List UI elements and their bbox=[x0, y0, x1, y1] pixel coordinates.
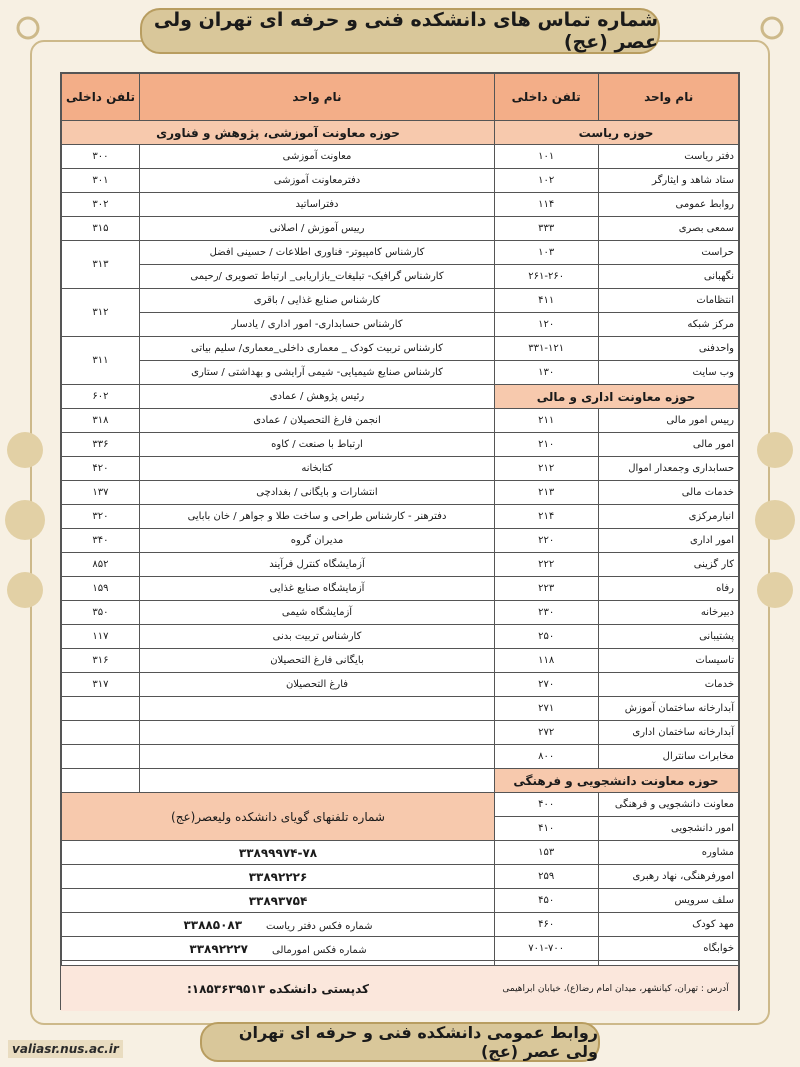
extension-number: ۸۰۰ bbox=[494, 745, 599, 769]
unit-name: رئیس پژوهش / عمادی bbox=[139, 385, 494, 409]
unit-name: آزمایشگاه صنایع غذایی bbox=[139, 577, 494, 601]
unit-name: امور دانشجویی bbox=[599, 817, 739, 841]
unit-name: کارشناس تربیت بدنی bbox=[139, 625, 494, 649]
extension-number: ۳۱۶ bbox=[62, 649, 140, 673]
unit-name: سمعی بصری bbox=[599, 217, 739, 241]
empty-cell bbox=[139, 745, 494, 769]
extension-number: ۳۳۳ bbox=[494, 217, 599, 241]
unit-name: خدمات bbox=[599, 673, 739, 697]
unit-name: حراست bbox=[599, 241, 739, 265]
empty-row bbox=[62, 721, 495, 745]
unit-name: آبدارخانه ساختمان آموزش bbox=[599, 697, 739, 721]
table-row bbox=[62, 289, 495, 313]
address-row bbox=[493, 965, 739, 1011]
extension-number: ۴۱۰ bbox=[494, 817, 599, 841]
site-watermark[interactable]: valiasr.nus.ac.ir bbox=[8, 1040, 123, 1058]
voice-title: شماره تلفنهای گویای دانشکده ولیعصر(عج) bbox=[62, 793, 495, 841]
unit-name: انبارمرکزی bbox=[599, 505, 739, 529]
table-row bbox=[62, 577, 495, 601]
table-row bbox=[62, 241, 495, 265]
unit-name: کارشناس تربیت کودک _ معماری داخلی_معماری/ سلیم بیاتی bbox=[139, 337, 494, 361]
unit-name: امور اداری bbox=[599, 529, 739, 553]
unit-name: واحدفنی bbox=[599, 337, 739, 361]
table-row bbox=[494, 745, 739, 769]
extension-number: ۲۱۰ bbox=[494, 433, 599, 457]
extension-number: ۲۱۲ bbox=[494, 457, 599, 481]
table-row bbox=[62, 673, 495, 697]
unit-name: کار گزینی bbox=[599, 553, 739, 577]
unit-name: روابط عمومی bbox=[599, 193, 739, 217]
table-row bbox=[494, 889, 739, 913]
unit-name: آزمایشگاه کنترل فرآیند bbox=[139, 553, 494, 577]
section-row bbox=[494, 385, 739, 409]
empty-cell bbox=[62, 745, 140, 769]
extension-number: ۳۱۵ bbox=[62, 217, 140, 241]
unit-name: ستاد شاهد و ایثارگر bbox=[599, 169, 739, 193]
table-row bbox=[494, 553, 739, 577]
table-row bbox=[62, 145, 495, 169]
table-row bbox=[494, 193, 739, 217]
unit-name: مشاوره bbox=[599, 841, 739, 865]
extension-number: ۲۲۰ bbox=[494, 529, 599, 553]
extension-number: ۲۵۰ bbox=[494, 625, 599, 649]
extension-number: ۲۶۱-۲۶۰ bbox=[494, 265, 599, 289]
fax-row bbox=[62, 937, 495, 961]
extension-number: ۱۲۰ bbox=[494, 313, 599, 337]
table-row bbox=[494, 145, 739, 169]
empty-cell bbox=[62, 769, 140, 793]
empty-row bbox=[62, 697, 495, 721]
table-row bbox=[494, 817, 739, 841]
unit-name: کارشناس صنایع شیمیایی- شیمی آرایشی و بهداشتی / ستاری bbox=[139, 361, 494, 385]
extension-number: ۳۱۷ bbox=[62, 673, 140, 697]
unit-name: معاونت آموزشی bbox=[139, 145, 494, 169]
extension-number: ۳۲۰ bbox=[62, 505, 140, 529]
extension-number: ۳۳۶ bbox=[62, 433, 140, 457]
table-row bbox=[494, 433, 739, 457]
table-row bbox=[494, 601, 739, 625]
section-title: حوزه ریاست bbox=[494, 121, 739, 145]
section-title: حوزه معاونت اداری و مالی bbox=[494, 385, 739, 409]
section-title: حوزه معاونت آموزشی، پژوهش و فناوری bbox=[62, 121, 495, 145]
extension-number: ۱۰۲ bbox=[494, 169, 599, 193]
voice-number: ۳۳۸۹۹۹۷۴-۷۸ bbox=[62, 841, 495, 865]
empty-cell bbox=[139, 769, 494, 793]
table-row bbox=[494, 673, 739, 697]
table-row bbox=[494, 481, 739, 505]
extension-number: ۳۱۳ bbox=[62, 241, 140, 289]
extension-number: ۴۰۰ bbox=[494, 793, 599, 817]
extension-number: ۲۱۴ bbox=[494, 505, 599, 529]
table-row bbox=[62, 385, 495, 409]
unit-name: دفترمعاونت آموزشی bbox=[139, 169, 494, 193]
extension-number: ۸۵۲ bbox=[62, 553, 140, 577]
unit-name: امور مالی bbox=[599, 433, 739, 457]
unit-name: نگهبانی bbox=[599, 265, 739, 289]
fax-cell bbox=[62, 913, 495, 937]
postal-code-row bbox=[61, 965, 495, 1011]
table-row bbox=[62, 169, 495, 193]
section-row bbox=[494, 121, 739, 145]
fax-number: ۳۳۸۹۲۲۲۷ bbox=[189, 941, 248, 956]
table-row bbox=[62, 337, 495, 361]
table-row bbox=[494, 361, 739, 385]
unit-name: انتظامات bbox=[599, 289, 739, 313]
empty-cell bbox=[62, 697, 140, 721]
left-table bbox=[61, 73, 495, 985]
side-ornament-icon bbox=[0, 420, 50, 620]
unit-name: وب سایت bbox=[599, 361, 739, 385]
contact-sheet bbox=[60, 72, 740, 1010]
table-row bbox=[494, 625, 739, 649]
extension-number: ۴۶۰ bbox=[494, 913, 599, 937]
table-row bbox=[494, 793, 739, 817]
table-row bbox=[62, 625, 495, 649]
extension-number: ۱۱۸ bbox=[494, 649, 599, 673]
unit-name: دفترهنر - کارشناس طراحی و ساخت طلا و جواهر / خان بابایی bbox=[139, 505, 494, 529]
extension-number: ۲۲۲ bbox=[494, 553, 599, 577]
extension-number: ۲۱۳ bbox=[494, 481, 599, 505]
table-row bbox=[62, 529, 495, 553]
unit-name: معاونت دانشجویی و فرهنگی bbox=[599, 793, 739, 817]
extension-number: ۱۵۳ bbox=[494, 841, 599, 865]
extension-number: ۳۳۱-۱۲۱ bbox=[494, 337, 599, 361]
extension-number: ۲۷۱ bbox=[494, 697, 599, 721]
unit-name: کارشناس صنایع غذایی / باقری bbox=[139, 289, 494, 313]
unit-name: دبیرخانه bbox=[599, 601, 739, 625]
table-row bbox=[62, 433, 495, 457]
extension-number: ۱۳۷ bbox=[62, 481, 140, 505]
section-title: حوزه معاونت دانشجویی و فرهنگی bbox=[494, 769, 739, 793]
empty-cell bbox=[139, 697, 494, 721]
fax-row bbox=[62, 913, 495, 937]
right-table bbox=[493, 73, 739, 985]
table-row bbox=[494, 913, 739, 937]
extension-number: ۲۳۰ bbox=[494, 601, 599, 625]
table-row bbox=[62, 649, 495, 673]
voice-title-row bbox=[62, 793, 495, 841]
table-row bbox=[494, 265, 739, 289]
table-row bbox=[62, 505, 495, 529]
extension-number: ۳۰۱ bbox=[62, 169, 140, 193]
table-row bbox=[494, 505, 739, 529]
corner-ornament-icon bbox=[752, 8, 792, 48]
voice-number-row bbox=[62, 889, 495, 913]
phone-header: تلفن داخلی bbox=[494, 74, 599, 121]
footer-banner bbox=[200, 1022, 600, 1062]
unit-name: کارشناس کامپیوتر- فناوری اطلاعات / حسینی افضل bbox=[139, 241, 494, 265]
unit-name: خوابگاه bbox=[599, 937, 739, 961]
unit-header: نام واحد bbox=[599, 74, 739, 121]
extension-number: ۳۱۸ bbox=[62, 409, 140, 433]
extension-number: ۳۴۰ bbox=[62, 529, 140, 553]
section-row bbox=[62, 121, 495, 145]
fax-number: ۳۳۸۸۵۰۸۳ bbox=[183, 917, 243, 932]
extension-number: ۳۰۰ bbox=[62, 145, 140, 169]
unit-name: مخابرات سانترال bbox=[599, 745, 739, 769]
unit-name: دفتراساتید bbox=[139, 193, 494, 217]
table-row bbox=[494, 217, 739, 241]
extension-number: ۱۰۱ bbox=[494, 145, 599, 169]
extension-number: ۷۰۱-۷۰۰ bbox=[494, 937, 599, 961]
extension-number: ۳۱۱ bbox=[62, 337, 140, 385]
empty-cell bbox=[139, 721, 494, 745]
unit-name: پشتیبانی bbox=[599, 625, 739, 649]
unit-name: انجمن فارغ التحصیلان / عمادی bbox=[139, 409, 494, 433]
voice-number-row bbox=[62, 841, 495, 865]
unit-name: مهد کودک bbox=[599, 913, 739, 937]
empty-row bbox=[62, 745, 495, 769]
extension-number: ۳۰۲ bbox=[62, 193, 140, 217]
unit-name: فارغ التحصیلان bbox=[139, 673, 494, 697]
extension-number: ۲۷۲ bbox=[494, 721, 599, 745]
unit-name: انتشارات و بایگانی / بغدادچی bbox=[139, 481, 494, 505]
extension-number: ۲۵۹ bbox=[494, 865, 599, 889]
footer-title: روابط عمومی دانشکده فنی و حرفه ای تهران ولی عصر (عج) bbox=[238, 1023, 598, 1061]
voice-number: ۳۳۸۹۲۲۲۶ bbox=[62, 865, 495, 889]
unit-name: بایگانی فارغ التحصیلان bbox=[139, 649, 494, 673]
extension-number: ۲۱۱ bbox=[494, 409, 599, 433]
table-row bbox=[494, 313, 739, 337]
unit-name: حسابداری وجمعدار اموال bbox=[599, 457, 739, 481]
extension-number: ۳۵۰ bbox=[62, 601, 140, 625]
table-row bbox=[494, 937, 739, 961]
unit-name: دفتر ریاست bbox=[599, 145, 739, 169]
table-row bbox=[494, 289, 739, 313]
title-banner bbox=[140, 8, 660, 54]
unit-name: کارشناس گرافیک- تبلیغات_بازاریابی_ ارتباط تصویری /رحیمی bbox=[139, 265, 494, 289]
voice-number: ۳۳۸۹۳۷۵۴ bbox=[62, 889, 495, 913]
extension-number: ۱۱۴ bbox=[494, 193, 599, 217]
extension-number: ۳۱۲ bbox=[62, 289, 140, 337]
extension-number: ۱۱۷ bbox=[62, 625, 140, 649]
fax-label: شماره فکس دفتر ریاست bbox=[266, 920, 373, 932]
table-row bbox=[494, 409, 739, 433]
unit-name: کتابخانه bbox=[139, 457, 494, 481]
unit-name: مدیران گروه bbox=[139, 529, 494, 553]
page-title: شماره تماس های دانشکده فنی و حرفه ای تهران ولی عصر (عج) bbox=[153, 9, 658, 53]
unit-name: خدمات مالی bbox=[599, 481, 739, 505]
table-row bbox=[494, 529, 739, 553]
extension-number: ۲۷۰ bbox=[494, 673, 599, 697]
postal-code: کدپستی دانشکده ۱۸۵۳۶۳۹۵۱۳: bbox=[186, 981, 370, 996]
unit-name: رییس آموزش / اصلانی bbox=[139, 217, 494, 241]
unit-name: تاسیسات bbox=[599, 649, 739, 673]
table-row bbox=[494, 457, 739, 481]
table-row bbox=[494, 241, 739, 265]
side-ornament-icon bbox=[750, 420, 800, 620]
fax-cell bbox=[62, 937, 495, 961]
table-row bbox=[62, 601, 495, 625]
table-row bbox=[62, 217, 495, 241]
fax-label: شماره فکس امورمالی bbox=[271, 944, 367, 956]
table-row bbox=[62, 553, 495, 577]
voice-number-row bbox=[62, 865, 495, 889]
table-row bbox=[494, 577, 739, 601]
extension-number: ۱۳۰ bbox=[494, 361, 599, 385]
unit-name: رفاه bbox=[599, 577, 739, 601]
address: آدرس : تهران، کیانشهر، میدان امام رضا(ع)، خیابان ابراهیمی bbox=[502, 983, 729, 994]
table-row bbox=[62, 481, 495, 505]
unit-name: آزمایشگاه شیمی bbox=[139, 601, 494, 625]
section-row bbox=[494, 769, 739, 793]
unit-name: کارشناس حسابداری- امور اداری / یادسار bbox=[139, 313, 494, 337]
table-row bbox=[494, 841, 739, 865]
table-row bbox=[62, 193, 495, 217]
corner-ornament-icon bbox=[8, 8, 48, 48]
unit-name: رییس امور مالی bbox=[599, 409, 739, 433]
phone-header: تلفن داخلی bbox=[62, 74, 140, 121]
empty-cell bbox=[62, 721, 140, 745]
extension-number: ۴۱۱ bbox=[494, 289, 599, 313]
empty-row bbox=[62, 769, 495, 793]
extension-number: ۲۲۳ bbox=[494, 577, 599, 601]
unit-name: سلف سرویس bbox=[599, 889, 739, 913]
extension-number: ۴۵۰ bbox=[494, 889, 599, 913]
extension-number: ۶۰۲ bbox=[62, 385, 140, 409]
table-row bbox=[494, 337, 739, 361]
unit-header: نام واحد bbox=[139, 74, 494, 121]
table-row bbox=[494, 169, 739, 193]
table-row bbox=[494, 865, 739, 889]
table-row bbox=[494, 649, 739, 673]
unit-name: آبدارخانه ساختمان اداری bbox=[599, 721, 739, 745]
extension-number: ۱۵۹ bbox=[62, 577, 140, 601]
unit-name: امورفرهنگی، نهاد رهبری bbox=[599, 865, 739, 889]
unit-name: ارتباط با صنعت / کاوه bbox=[139, 433, 494, 457]
table-row bbox=[62, 409, 495, 433]
extension-number: ۱۰۳ bbox=[494, 241, 599, 265]
unit-name: مرکز شبکه bbox=[599, 313, 739, 337]
extension-number: ۴۲۰ bbox=[62, 457, 140, 481]
table-row bbox=[494, 721, 739, 745]
table-row bbox=[62, 457, 495, 481]
table-row bbox=[494, 697, 739, 721]
